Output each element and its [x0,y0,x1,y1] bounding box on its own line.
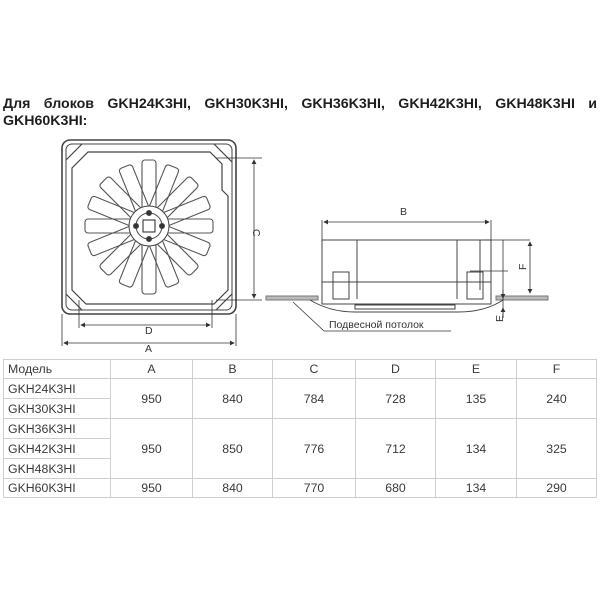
value-c: 784 [273,379,356,419]
value-f: 290 [517,479,597,498]
header-c: C [273,360,356,379]
header-b: B [193,360,273,379]
dimension-label-e: E [494,314,506,322]
model-cell: GKH24K3HI [4,379,111,399]
model-cell: GKH60K3HI [4,479,111,498]
dimension-label-b: B [400,206,408,218]
value-e: 134 [436,419,517,479]
value-b: 840 [193,479,273,498]
model-cell: GKH48K3HI [4,459,111,479]
value-d: 728 [356,379,436,419]
value-f: 240 [517,379,597,419]
header-a: A [111,360,193,379]
value-b: 850 [193,419,273,479]
top-view-drawing [62,140,236,314]
value-e: 135 [436,379,517,419]
value-c: 770 [273,479,356,498]
table-row [4,379,597,399]
header-d: D [356,360,436,379]
header-model: Модель [4,360,111,379]
table-row [4,419,597,439]
value-c: 776 [273,419,356,479]
value-b: 840 [193,379,273,419]
table-header-row [4,360,597,379]
header-f: F [517,360,597,379]
model-cell: GKH36K3HI [4,419,111,439]
value-f: 325 [517,419,597,479]
dimensions-table [3,359,597,498]
heading-line-2: GKH60K3HI: [3,113,88,129]
model-cell: GKH30K3HI [4,399,111,419]
dimension-label-a: A [145,343,153,355]
heading-line-1: Для блоков GKH24K3HI, GKH30K3HI, GKH36K3HI, GKH42K3HI, GKH48K3HI и [3,96,597,112]
side-view-drawing [266,240,548,312]
model-cell: GKH42K3HI [4,439,111,459]
value-a: 950 [111,379,193,419]
dimension-label-c: C [250,229,262,237]
dimension-label-f: F [517,263,529,270]
value-a: 950 [111,419,193,479]
dimension-label-d: D [145,325,153,337]
table-row [4,479,597,498]
header-e: E [436,360,517,379]
suspended-ceiling-callout: Подвесной потолок [329,319,424,331]
value-a: 950 [111,479,193,498]
value-e: 134 [436,479,517,498]
value-d: 680 [356,479,436,498]
value-d: 712 [356,419,436,479]
